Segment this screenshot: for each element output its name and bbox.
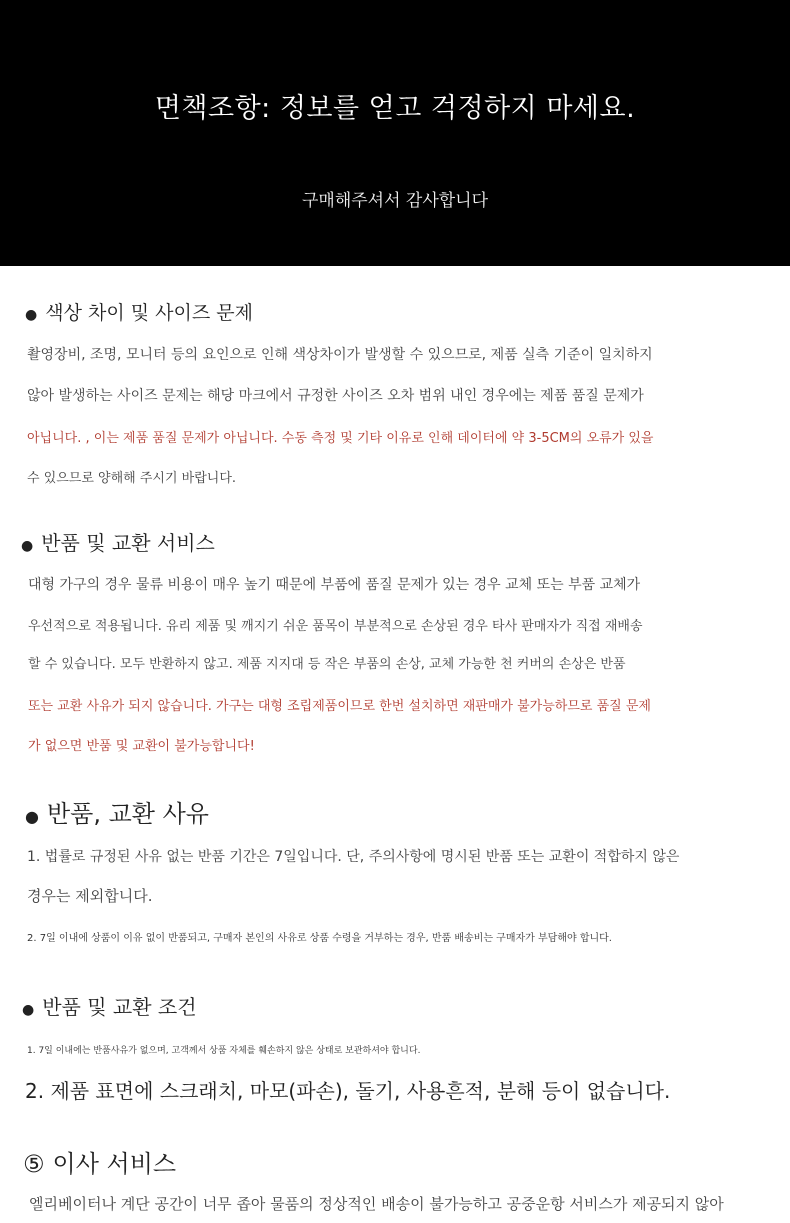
section-heading-return-condition: [22, 991, 197, 1020]
text-line-large: 2. 제품 표면에 스크래치, 마모(파손), 돌기, 사용흔적, 분해 등이 없습니다.: [25, 1079, 671, 1103]
text-line: 수 있으므로 양해해 주시기 바랍니다.: [27, 471, 237, 486]
text-line: 촬영장비, 조명, 모니터 등의 요인으로 인해 색상차이가 발생할 수 있으므로, 제품 실측 기준이 일치하지: [27, 347, 653, 363]
bullet-icon: ●: [25, 807, 39, 826]
text-line-highlight: 가 없으면 반품 및 교환이 불가능합니다!: [28, 739, 255, 754]
section-title: 이사 서비스: [52, 1150, 177, 1178]
bullet-icon: ●: [21, 538, 34, 554]
bullet-icon: ●: [25, 307, 38, 323]
text-line: 1. 법률로 규정된 사유 없는 반품 기간은 7일입니다. 단, 주의사항에 명시된 반품 또는 교환이 적합하지 않은: [27, 849, 680, 865]
text-line-small: 1. 7일 이내에는 반품사유가 없으며, 고객께서 상품 자체를 훼손하지 않은 상태로 보관하셔야 합니다.: [27, 1046, 421, 1056]
section-title: 반품 및 교환 조건: [42, 995, 197, 1019]
text-line-highlight: 아닙니다. , 이는 제품 품질 문제가 아닙니다. 수동 측정 및 기타 이유로 인해 데이터에 약 3-5CM의 오류가 있을: [27, 431, 654, 446]
section-title: 반품 및 교환 서비스: [41, 531, 215, 555]
bullet-icon: ●: [22, 1002, 35, 1018]
text-line: 우선적으로 적용됩니다. 유리 제품 및 깨지기 쉬운 품목이 부분적으로 손상된 경우 타사 판매자가 직접 재배송: [28, 619, 643, 634]
page-subtitle: 구매해주셔서 감사합니다: [301, 191, 489, 211]
text-line: 할 수 있습니다. 모두 반환하지 않고. 제품 지지대 등 작은 부품의 손상, 교체 가능한 천 커버의 손상은 반품: [28, 657, 626, 672]
text-line-highlight: 또는 교환 사유가 되지 않습니다. 가구는 대형 조립제품이므로 한번 설치하면 재판매가 불가능하므로 품질 문제: [28, 699, 651, 714]
page-title: 면책조항: 정보를 얻고 걱정하지 마세요.: [154, 93, 636, 124]
text-line: 대형 가구의 경우 물류 비용이 매우 높기 때문에 부품에 품질 문제가 있는 경우 교체 또는 부품 교체가: [28, 577, 641, 593]
section-heading-return-reason: [25, 794, 209, 829]
section-title: 색상 차이 및 사이즈 문제: [45, 302, 253, 324]
section-title: 반품, 교환 사유: [46, 800, 209, 828]
text-line: 경우는 제외합니다.: [27, 887, 153, 905]
section-heading-return-exchange-service: [21, 527, 215, 556]
section-heading-color-size: [25, 298, 253, 325]
circled-five-icon: ⑤: [23, 1150, 45, 1178]
text-line-small: 2. 7일 이내에 상품이 이유 없이 반품되고, 구매자 본인의 사유로 상품 수령을 거부하는 경우, 반품 배송비는 구매자가 부담해야 합니다.: [27, 933, 612, 944]
text-line: 엘리베이터나 계단 공간이 너무 좁아 물품의 정상적인 배송이 불가능하고 공중운항 서비스가 제공되지 않아: [29, 1195, 724, 1213]
text-line: 않아 발생하는 사이즈 문제는 해당 마크에서 규정한 사이즈 오차 범위 내인 경우에는 제품 품질 문제가: [27, 388, 644, 404]
header-banner: [0, 0, 790, 266]
section-heading-moving-service: [23, 1144, 176, 1179]
